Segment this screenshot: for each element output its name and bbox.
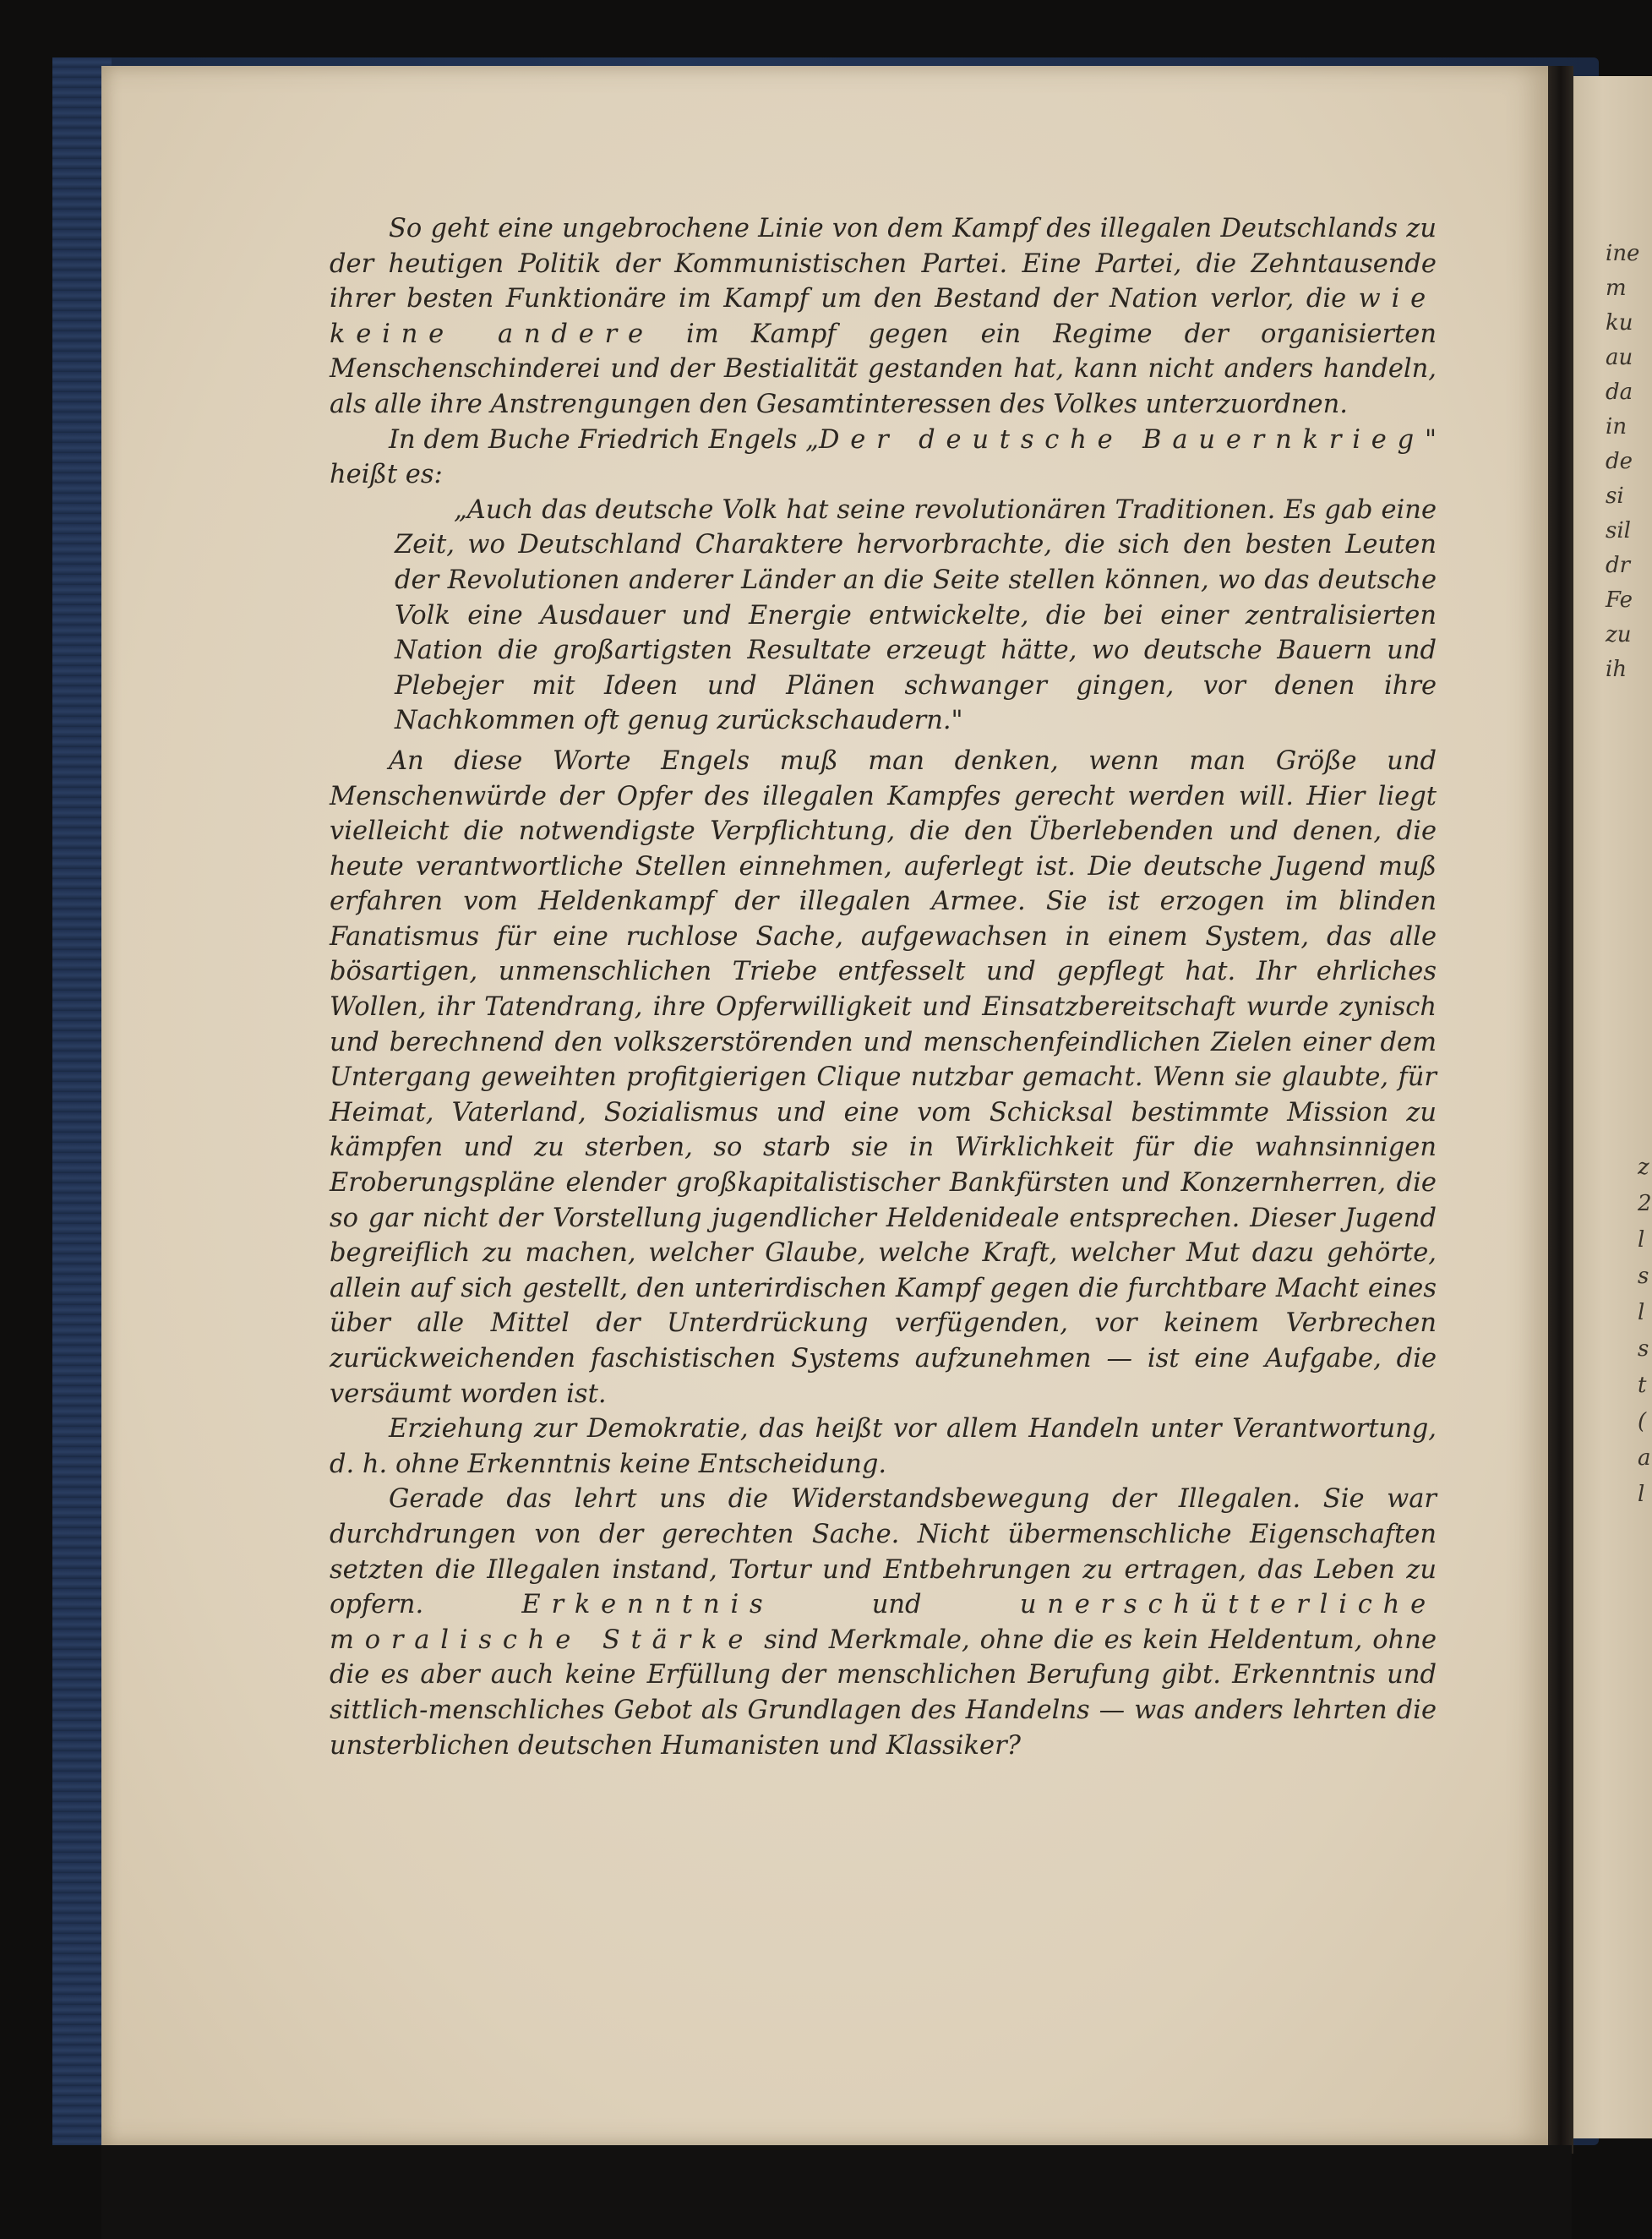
facing-page-fragments <box>1606 237 1652 687</box>
page-gutter <box>1548 66 1573 2154</box>
fragment: t <box>1638 1373 1647 1398</box>
fragment: z <box>1638 1155 1649 1180</box>
fragment: au <box>1606 345 1633 370</box>
fragment: l <box>1638 1482 1645 1507</box>
paragraph-2-text: In dem Buche Friedrich Engels „ <box>389 424 819 455</box>
fragment: 2 <box>1638 1191 1652 1216</box>
emphasis-erkenntnis: Erkenntnis <box>521 1590 774 1620</box>
facing-page-fragments-lower <box>1638 1150 1652 1513</box>
paragraph-3: An diese Worte Engels muß man denken, wenn man Größe und Menschenwürde der Opfer des illegalen Kampfes gerecht werden will. Hier liegt vielleicht die notwendigste Verpflichtung, die den Überlebenden und denen, die heute verantwortliche Stellen einnehmen, auferlegt ist. Die deutsche Jugend muß erfahren vom Heldenkampf der illegalen Armee. Sie ist erzogen im blinden Fanatismus für eine ruchlose Sache, aufgewachsen in einem System, das alle bösartigen, unmenschlichen Triebe entfesselt und gepflegt hat. Ihr ehrliches Wollen, ihr Tatendrang, ihre Opferwilligkeit und Einsatzbereitschaft wurde zynisch und berechnend den volkszerstörenden und menschenfeindlichen Zielen einer dem Untergang geweihten profitgierigen Clique nutzbar gemacht. Wenn sie glaubte, für Heimat, Vaterland, Sozialismus und eine vom Schicksal bestimmte Mission zu kämpfen und zu sterben, so starb sie in Wirklichkeit für die wahnsinnigen Eroberungspläne elender großkapitalistischer Bankfürsten und Konzernherren, die so gar nicht der Vorstellung jugendlicher Heldenideale entsprechen. Dieser Jugend begreiflich zu machen, welcher Glaube, welche Kraft, welcher Mut dazu gehörte, allein auf sich gestellt, den unterirdischen Kampf gegen die furchtbare Macht eines über alle Mittel der Unterdrückung verfügenden, vor keinem Verbrechen zurückweichenden faschistischen Systems aufzunehmen — ist eine Aufgabe, die versäumt worden ist. <box>330 745 1437 1409</box>
fragment: ih <box>1606 657 1627 682</box>
fragment: in <box>1606 414 1627 440</box>
paragraph-5 <box>330 1482 1437 1763</box>
fragment: s <box>1638 1264 1649 1289</box>
page-text <box>330 211 1437 1763</box>
fragment: Fe <box>1606 587 1633 613</box>
fragment: de <box>1606 449 1633 474</box>
fragment: a <box>1638 1445 1651 1471</box>
fragment: ine <box>1606 241 1640 266</box>
fragment: ( <box>1638 1409 1647 1434</box>
book-title-spaced: Der deutsche Bauernkrieg <box>818 424 1425 455</box>
paragraph-5-text: Gerade das lehrt uns die Widerstandsbewegung der Illegalen. Sie war durchdrungen von der gerechten Sache. Nicht übermenschliche Eigenschaften setzten die Illegalen instand, Tortur und Entbehrungen zu ertragen, das Leben zu opfern. <box>330 1484 1437 1620</box>
emphasis-staerke: unerschütterliche moralische Stärke <box>330 1590 1437 1655</box>
fragment: sil <box>1606 518 1631 543</box>
paragraph-1-text: So geht eine ungebrochene Linie von dem Kampf des illegalen Deutschlands zu der heutigen Politik der Kommunistischen Partei. Eine Partei, die Zehntausende ihrer besten Funktionäre im Kampf um den Bestand der Nation verlor, die <box>330 214 1437 314</box>
paragraph-2-end: " heißt es: <box>330 424 1437 490</box>
bottom-shadow <box>101 2145 1572 2239</box>
engels-quote: „Auch das deutsche Volk hat seine revolutionären Traditionen. Es gab eine Zeit, wo Deutschland Charaktere hervorbrachte, die sich den besten Leuten der Revolutionen anderer Länder an die Seite stellen können, wo das deutsche Volk eine Ausdauer und Energie entwickelte, die bei einer zentralisierten Nation die großartigsten Resultate erzeugt hätte, wo deutsche Bauern und Plebejer mit Ideen und Plänen schwanger gingen, vor denen ihre Nachkommen oft genug zurückschaudern." <box>395 494 1437 736</box>
paragraph-5-rest: sind Merkmale, ohne die es kein Heldentum, ohne die es aber auch keine Erfüllung der menschlichen Berufung gibt. Erkenntnis und sittlich-menschliches Gebot als Grundlagen des Handelns — was anders lehrten die unsterblichen deutschen Humanisten und Klassiker? <box>330 1625 1437 1761</box>
fragment: dr <box>1606 553 1631 578</box>
paragraph-4: Erziehung zur Demokratie, das heißt vor allem Handeln unter Verantwortung, d. h. ohne Erkenntnis keine Entscheidung. <box>330 1414 1437 1479</box>
paragraph-1 <box>330 211 1437 423</box>
fragment: s <box>1638 1336 1649 1362</box>
fragment: zu <box>1606 622 1632 647</box>
fragment: ku <box>1606 310 1633 336</box>
fragment: m <box>1606 276 1627 301</box>
fragment: da <box>1606 380 1633 405</box>
fragment: l <box>1638 1300 1645 1325</box>
fragment: si <box>1606 483 1624 509</box>
paragraph-2 <box>330 423 1437 493</box>
emphasis-spaced: wie keine andere <box>330 284 1437 349</box>
fragment: l <box>1638 1227 1645 1253</box>
paragraph-5-und: und <box>871 1590 922 1620</box>
paragraph-1-rest: im Kampf gegen ein Regime der organisierten Menschenschinderei und der Bestialität gestanden hat, kann nicht anders handeln, als alle ihre Anstrengungen den Gesamtinteressen des Volkes unterzuordnen. <box>330 319 1437 419</box>
